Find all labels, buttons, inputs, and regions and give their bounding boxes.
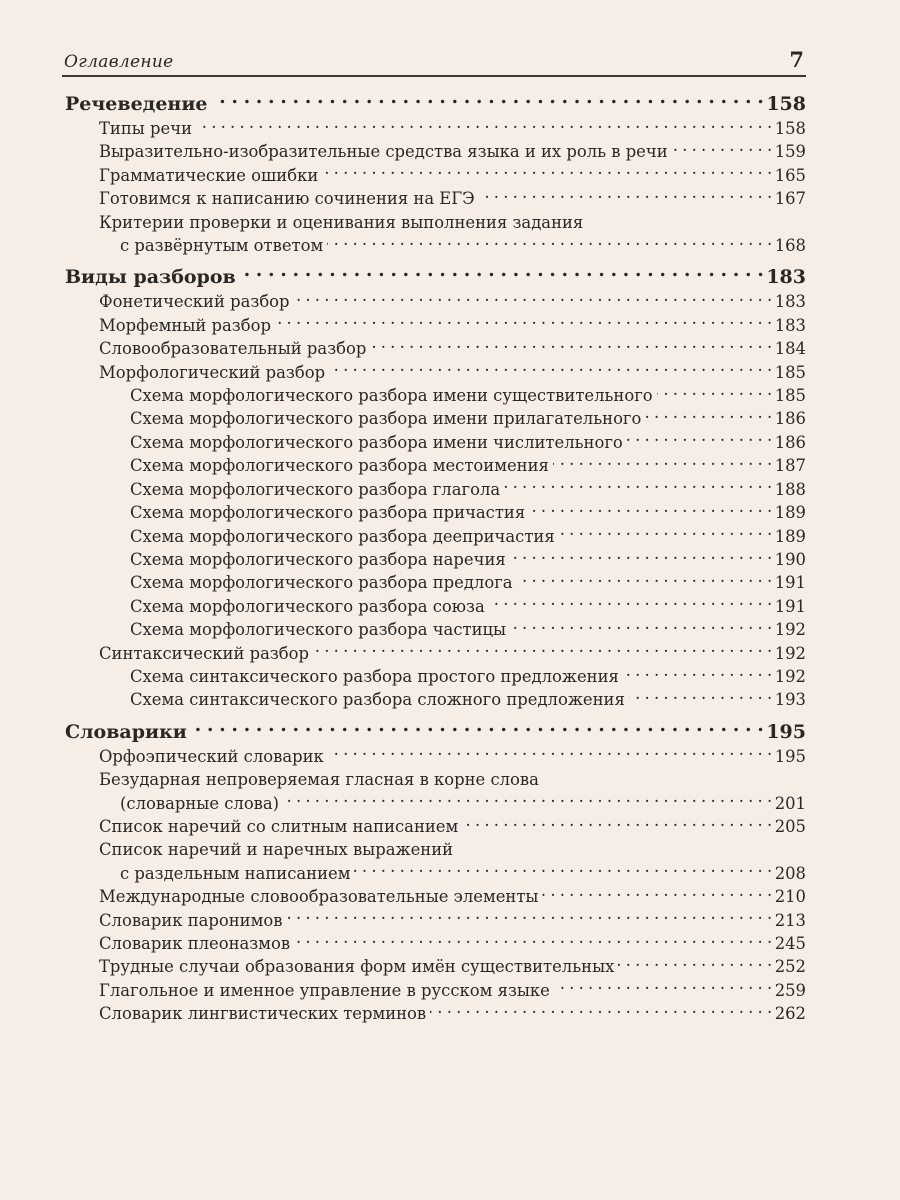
- toc-page-ref: 195: [766, 720, 806, 743]
- toc-entry-label: Словарик паронимов: [99, 910, 283, 930]
- toc-entry-label: Словарик лингвистических терминов: [99, 1004, 427, 1024]
- dot-leader: [645, 408, 771, 424]
- toc-entry[interactable]: [62, 140, 806, 163]
- dot-leader: [327, 235, 772, 251]
- dot-leader: [553, 455, 772, 471]
- toc-page: [62, 44, 806, 1033]
- dot-leader: [286, 909, 771, 925]
- toc-page-ref: 158: [766, 93, 806, 115]
- toc-section: [62, 264, 806, 711]
- toc-page-ref: 168: [774, 236, 806, 256]
- toc-page-ref: 189: [774, 503, 806, 523]
- dot-leader: [559, 525, 772, 541]
- toc-entry-label: Схема морфологического разбора частицы: [130, 620, 507, 640]
- toc-page-ref: 191: [774, 596, 806, 616]
- dot-leader: [510, 619, 772, 635]
- dot-leader: [517, 572, 772, 588]
- toc-entry-label: Морфемный разбор: [99, 315, 271, 335]
- dot-leader: [554, 979, 772, 995]
- toc-page-ref: 189: [774, 526, 806, 546]
- dot-leader: [672, 141, 772, 157]
- dot-leader: [294, 933, 772, 949]
- toc-page-ref: 259: [774, 980, 806, 1000]
- toc-entry-label: Типы речи: [99, 119, 192, 138]
- toc-entry-label: Грамматические ошибки: [99, 165, 319, 185]
- toc-entry[interactable]: [62, 642, 806, 665]
- toc-page-ref: 167: [774, 189, 806, 209]
- toc-entry-label: Орфоэпический словарик: [99, 746, 324, 766]
- toc-entry-label: Схема морфологического разбора деепричастия: [130, 526, 555, 546]
- running-header-title: Оглавление: [64, 52, 174, 72]
- toc-section-heading[interactable]: [62, 91, 806, 117]
- toc-page-ref: 165: [774, 165, 806, 185]
- toc-page-ref: 186: [774, 432, 806, 452]
- dot-leader: [328, 745, 772, 761]
- toc-section-title: Словарики: [65, 720, 187, 743]
- toc-page-ref: 185: [774, 362, 806, 382]
- toc-page-ref: 262: [774, 1004, 806, 1024]
- toc-entry[interactable]: [62, 792, 806, 815]
- toc-entry[interactable]: [62, 955, 806, 978]
- dot-leader: [462, 816, 771, 832]
- dot-leader: [479, 188, 772, 204]
- toc-entry[interactable]: [62, 234, 806, 257]
- toc-entry[interactable]: [62, 979, 806, 1002]
- dot-leader: [627, 431, 772, 447]
- toc-entry-label: Схема морфологического разбора наречия: [130, 549, 506, 569]
- toc-page-ref: 205: [774, 816, 806, 836]
- toc-entry[interactable]: [62, 164, 806, 187]
- toc-section-title: Виды разборов: [65, 266, 236, 289]
- toc-page-ref: 158: [774, 119, 806, 138]
- table-of-contents: [62, 91, 806, 1026]
- toc-entry-label: Готовимся к написанию сочинения на ЕГЭ: [99, 189, 475, 209]
- toc-section-heading[interactable]: [62, 719, 806, 745]
- toc-entry[interactable]: [62, 314, 806, 337]
- dot-leader: [489, 595, 772, 611]
- toc-section-heading[interactable]: [62, 264, 806, 290]
- toc-entry-label: Словарик плеоназмов: [99, 934, 291, 953]
- toc-entry-label: Схема синтаксического разбора сложного предложения: [130, 690, 625, 710]
- toc-page-ref: 201: [774, 793, 806, 813]
- toc-section: [62, 91, 806, 257]
- toc-entry[interactable]: [62, 688, 806, 711]
- dot-leader: [322, 164, 771, 180]
- toc-entry[interactable]: [62, 384, 806, 407]
- toc-entry[interactable]: [62, 117, 806, 140]
- toc-entry-label: Список наречий со слитным написанием: [99, 816, 459, 836]
- toc-page-ref: 191: [774, 573, 806, 593]
- toc-entry-line[interactable]: Безударная непроверяемая гласная в корне слова: [99, 770, 539, 790]
- toc-page-ref: 192: [774, 643, 806, 663]
- toc-entry[interactable]: [62, 595, 806, 618]
- toc-entry[interactable]: [62, 745, 806, 768]
- toc-page-ref: 159: [774, 142, 806, 162]
- toc-entry-label: Схема морфологического разбора имени прилагательного: [130, 409, 642, 429]
- toc-entry-label: Схема морфологического разбора имени числительного: [130, 432, 623, 452]
- dot-leader: [191, 719, 763, 738]
- dot-leader: [504, 478, 772, 494]
- toc-entry[interactable]: [62, 862, 806, 885]
- dot-leader: [329, 361, 772, 377]
- toc-entry-label: Схема морфологического разбора причастия: [130, 503, 526, 523]
- toc-entry[interactable]: [62, 478, 806, 501]
- toc-entry-continuation: с раздельным написанием: [120, 863, 351, 883]
- toc-page-ref: 188: [774, 479, 806, 499]
- toc-entry[interactable]: [62, 909, 806, 932]
- dot-leader: [542, 886, 771, 902]
- dot-leader: [629, 689, 772, 705]
- dot-leader: [430, 1003, 772, 1019]
- toc-page-ref: 183: [774, 315, 806, 335]
- dot-leader: [370, 338, 771, 354]
- toc-page-ref: 183: [766, 266, 806, 289]
- toc-page-ref: 208: [774, 863, 806, 883]
- toc-entry[interactable]: [62, 665, 806, 688]
- toc-entry[interactable]: [62, 454, 806, 477]
- dot-leader: [212, 91, 764, 110]
- toc-page-ref: 193: [774, 690, 806, 710]
- toc-entry[interactable]: [62, 525, 806, 548]
- toc-page-ref: 210: [774, 887, 806, 907]
- dot-leader: [275, 314, 772, 330]
- toc-entry-label: Схема морфологического разбора имени существительного: [130, 386, 653, 406]
- dot-leader: [283, 792, 772, 808]
- toc-section: [62, 719, 806, 1026]
- toc-entry[interactable]: [62, 548, 806, 571]
- toc-entry[interactable]: [62, 501, 806, 524]
- toc-entry-label: Схема морфологического разбора глагола: [130, 479, 501, 499]
- toc-entry-label: Схема синтаксического разбора простого предложения: [130, 666, 619, 686]
- toc-entry-label: Выразительно-изобразительные средства языка и их роль в речи: [99, 142, 668, 162]
- toc-entry-label: Фонетический разбор: [99, 292, 290, 312]
- toc-entry-label: Схема морфологического разбора союза: [130, 596, 485, 616]
- toc-entry[interactable]: [62, 337, 806, 360]
- toc-entry-label: Синтаксический разбор: [99, 643, 310, 663]
- toc-entry[interactable]: [62, 407, 806, 430]
- toc-entry[interactable]: [62, 361, 806, 384]
- toc-entry[interactable]: [62, 932, 806, 955]
- toc-page-ref: 213: [774, 910, 806, 930]
- toc-page-ref: 192: [774, 620, 806, 640]
- toc-entry[interactable]: [62, 290, 806, 313]
- page-number: 7: [789, 47, 804, 72]
- dot-leader: [313, 642, 772, 658]
- toc-entry-label: Глагольное и именное управление в русском языке: [99, 980, 550, 1000]
- dot-leader: [196, 118, 772, 134]
- toc-entry[interactable]: [62, 815, 806, 838]
- toc-entry-label: Словообразовательный разбор: [99, 339, 367, 359]
- toc-page-ref: 186: [774, 409, 806, 429]
- toc-entry[interactable]: [62, 885, 806, 908]
- toc-entry[interactable]: [62, 1002, 806, 1025]
- toc-page-ref: 245: [774, 934, 806, 953]
- toc-entry[interactable]: [62, 431, 806, 454]
- toc-entry-line[interactable]: Список наречий и наречных выражений: [99, 840, 454, 860]
- dot-leader: [618, 956, 771, 972]
- toc-entry-label: Трудные случаи образования форм имён существительных: [99, 957, 615, 977]
- toc-entry-label: Международные словообразовательные элементы: [99, 887, 539, 907]
- toc-page-ref: 185: [774, 386, 806, 406]
- dot-leader: [240, 264, 764, 283]
- toc-page-ref: 184: [774, 339, 806, 359]
- dot-leader: [657, 385, 772, 401]
- toc-page-ref: 252: [774, 957, 806, 977]
- toc-entry-label: Схема морфологического разбора предлога: [130, 573, 513, 593]
- toc-entry-label: Морфологический разбор: [99, 362, 326, 382]
- dot-leader: [354, 862, 771, 878]
- toc-page-ref: 190: [774, 549, 806, 569]
- toc-page-ref: 183: [774, 292, 806, 312]
- toc-entry[interactable]: [62, 618, 806, 641]
- toc-entry-line[interactable]: Критерии проверки и оценивания выполнения задания: [99, 212, 584, 232]
- toc-entry-label: Схема морфологического разбора местоимения: [130, 456, 549, 476]
- toc-entry-continuation: (словарные слова): [120, 793, 280, 813]
- dot-leader: [294, 291, 772, 307]
- toc-page-ref: 195: [774, 746, 806, 766]
- toc-section-title: Речеведение: [65, 93, 208, 115]
- toc-page-ref: 192: [774, 666, 806, 686]
- toc-entry-continuation: с развёрнутым ответом: [120, 236, 324, 256]
- toc-entry[interactable]: [62, 187, 806, 210]
- dot-leader: [529, 502, 772, 518]
- dot-leader: [623, 666, 772, 682]
- running-header: [62, 44, 806, 77]
- toc-entry[interactable]: [62, 571, 806, 594]
- dot-leader: [510, 549, 772, 565]
- toc-page-ref: 187: [774, 456, 806, 476]
